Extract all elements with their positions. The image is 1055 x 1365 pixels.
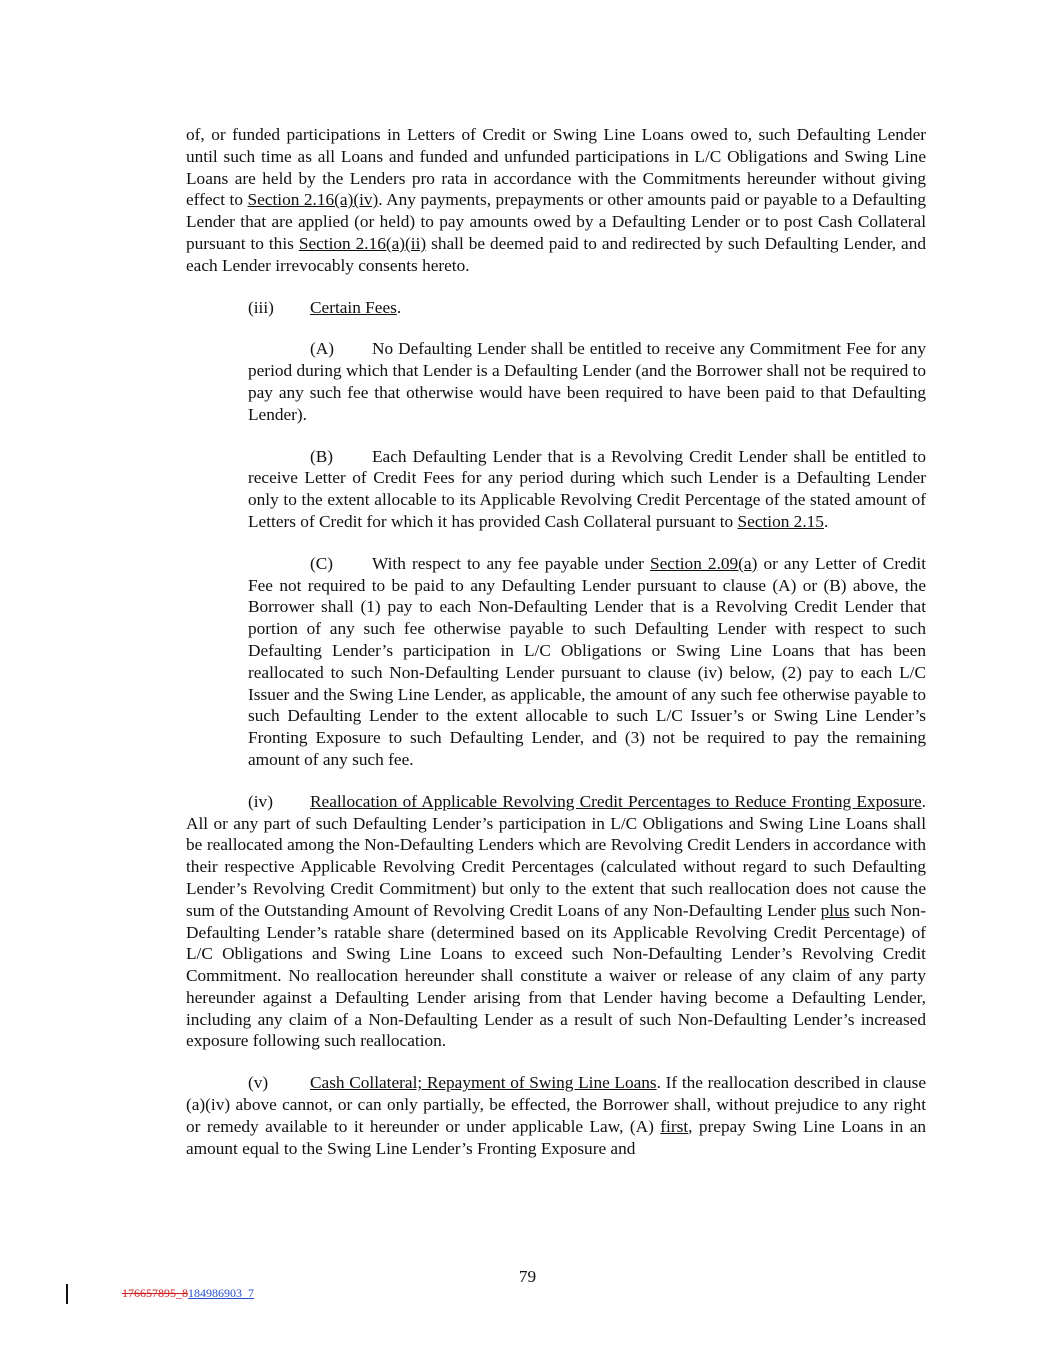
document-body [186,124,926,1179]
clause-B: (B) Each Defaulting Lender that is a Revolving Credit Lender shall be entitled to receive Letter of Credit Fees for any period during which such Lender is a Defaulting Lender only to the extent allocable to its Applicable Revolving Credit Percentage of the stated amount of Letters of Credit for which it has provided Cash Collateral pursuant to Section 2.15. [248,446,926,531]
clause-v: (v) Cash Collateral; Repayment of Swing Line Loans. If the reallocation described in clause (a)(iv) above cannot, or can only partially, be effected, the Borrower shall, without prejudice to any right or remedy available to it hereunder or under applicable Law, (A) first, prepay Swing Line Loans in an amount equal to the Swing Line Lender’s Fronting Exposure and [186,1073,926,1158]
clause-A: (A) No Defaulting Lender shall be entitled to receive any Commitment Fee for any period during which that Lender is a Defaulting Lender (and the Borrower shall not be required to pay any such fee that otherwise would have been required to have been paid to that Defaulting Lender). [248,339,926,424]
page-number: 79 [518,1267,537,1286]
document-id-footer [66,1285,254,1301]
section-reference: Section 2.16(a)(ii) [298,233,427,253]
section-reference: Section 2.15 [737,511,824,531]
clause-iv: (iv) Reallocation of Applicable Revolving Credit Percentages to Reduce Fronting Exposure. All or any part of such Defaulting Lender’s participation in L/C Obligations and Swing Line Loans shall be reallocated among the Non-Defaulting Lenders which are Revolving Credit Lenders in accordance with their respective Applicable Revolving Credit Percentages (calculated without regard to such Defaulting Lender’s Revolving Credit Commitment) but only to the extent that such reallocation does not cause the sum of the Outstanding Amount of Revolving Credit Loans of any Non-Defaulting Lender plus such Non-Defaulting Lender’s ratable share (determined based on its Applicable Revolving Credit Percentage) of L/C Obligations and Swing Line Loans to exceed such Non-Defaulting Lender’s Revolving Credit Commitment. No reallocation hereunder shall constitute a waiver or release of any claim of any party hereunder against a Defaulting Lender arising from that Lender having become a Defaulting Lender, including any claim of a Non-Defaulting Lender as a result of such Non-Defaulting Lender’s increased exposure following such reallocation. [186,791,926,1051]
section-reference: Section 2.16(a)(iv) [247,190,379,210]
deleted-doc-id: 176657895_8 [122,1286,188,1300]
clause-C: (C) With respect to any fee payable under Section 2.09(a) or any Letter of Credit Fee not required to be paid to any Defaulting Lender pursuant to clause (A) or (B) above, the Borrower shall (1) pay to each Non-Defaulting Lender that is a Revolving Credit Lender that portion of any such fee otherwise payable to such Defaulting Lender with respect to such Defaulting Lender’s participation in L/C Obligations or Swing Line Loans that has been reallocated to such Non-Defaulting Lender pursuant to clause (iv) below, (2) pay to each L/C Issuer and the Swing Line Lender, as applicable, the amount of any such fee otherwise payable to such Defaulting Lender to the extent allocable to such L/C Issuer’s or Swing Line Lender’s Fronting Exposure to such Defaulting Lender, and (3) not be required to pay the remaining amount of any such fee. [248,553,927,769]
clause-iii-heading: (iii) Certain Fees. [248,297,402,317]
inserted-doc-id: 184986903_7 [188,1286,254,1300]
section-reference: Section 2.09(a) [650,553,758,573]
paragraph-continuation: of, or funded participations in Letters of Credit or Swing Line Loans owed to, such Defaulting Lender until such time as all Loans and funded and unfunded participations in L/C Obligations and Swing Line Loans are held by the Lenders pro rata in accordance with the Commitments hereunder without giving effect to Section 2.16(a)(iv). Any payments, prepayments or other amounts paid or payable to a Defaulting Lender that are applied (or held) to pay amounts owed by a Defaulting Lender or to post Cash Collateral pursuant to this Section 2.16(a)(ii) shall be deemed paid to and redirected by such Defaulting Lender, and each Lender irrevocably consents hereto. [186,125,927,275]
